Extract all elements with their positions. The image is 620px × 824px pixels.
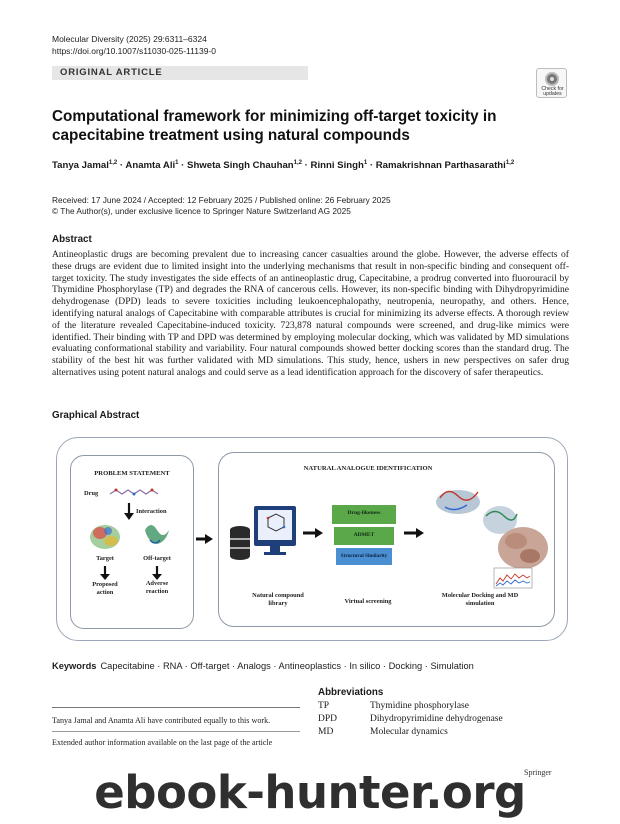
abbreviations-heading: Abbreviations xyxy=(318,687,384,698)
watermark-text: ebook-hunter.org xyxy=(94,766,526,819)
virtual-screening-label: Virtual screening xyxy=(344,598,392,605)
author-name[interactable]: Ramakrishnan Parthasarathi xyxy=(375,160,506,172)
author-separator: · xyxy=(302,160,311,172)
funnel-drug-likeness: Drug-likeness xyxy=(347,510,381,516)
monitor-icon xyxy=(254,506,296,555)
md-simulation-plot-icon xyxy=(494,568,532,588)
natural-analogue-title: NATURAL ANALOGUE IDENTIFICATION xyxy=(303,465,433,472)
publisher-logo: Springer xyxy=(524,768,552,777)
screening-arrow-out xyxy=(404,528,424,538)
adverse-reaction-label: Adverse reaction xyxy=(145,580,169,595)
equal-contribution-footnote: Tanya Jamal and Anamta Ali have contributed equally to this work. xyxy=(52,716,271,725)
abbreviation-row xyxy=(318,727,448,737)
off-target-protein-icon xyxy=(145,525,169,544)
target-result-arrow xyxy=(100,566,110,580)
drug-label: Drug xyxy=(84,490,99,497)
docking-protein-icon xyxy=(436,490,517,534)
keywords-list: Capecitabine · RNA · Off-target · Analogs · Antineoplastics · In silico · Docking · Simulation xyxy=(100,661,474,671)
keywords-line xyxy=(52,661,572,671)
keywords-label: Keywords xyxy=(52,661,97,671)
off-target-result-arrow xyxy=(152,566,162,580)
docking-simulation-label: Molecular Docking and MD simulation xyxy=(441,592,519,607)
protein-surface-icon xyxy=(498,527,548,569)
author-name[interactable]: Rinni Singh xyxy=(310,160,364,172)
interaction-arrow xyxy=(124,503,134,520)
author-affiliation: 1,2 xyxy=(505,160,515,166)
doi-link[interactable]: https://doi.org/10.1007/s11030-025-11139-0 xyxy=(52,46,216,56)
author-name[interactable]: Tanya Jamal xyxy=(52,160,109,172)
footnote-divider xyxy=(52,731,300,732)
abstract-body: Antineoplastic drugs are becoming prevalent due to increasing cancer casualties around the globe. However, the adverse effects of these drugs are evident due to limited insight into the underlying mechanisms that result in non-specific binding and consequent off-target toxicity. The study investigates the side effects of an antineoplastic drug, Capecitabine, a prodrug converted into fluorouracil by Thymidine Phosphorylase (TP) and degrades the RNA of cancerous cells. However, its non-specific binding with Dihydropyrimidine dehydrogenase (DPD) leads to severe toxicities including leukoencephalopathy, neutropenia, neuropathy, and others. Hence, identifying natural analogs of Capecitabine with comparable attributes is crucial for minimizing its adverse effects. A thorough review of the literature revealed Capecitabine-induced toxicity. 723,878 natural compounds were screened, and drug-like mimics were identified. Their binding with TP and DPD was determined by employing molecular docking, which was validated by MD simulations evaluating conformational stability and variability. Four natural compounds showed better docking scores than the standard drug. The stability of the best hit was further validated with MD simulations. This study, hence, ushers in new perspectives on safer drug alternatives using potent natural analogs and could serve as a lead identification approach for the discovery of safer therapeutics. xyxy=(52,249,569,378)
abbreviation-definition: Molecular dynamics xyxy=(370,727,448,737)
abbreviation-definition: Dihydropyrimidine dehydrogenase xyxy=(370,714,503,724)
author-name[interactable]: Shweta Singh Chauhan xyxy=(187,160,294,172)
problem-statement-title: PROBLEM STATEMENT xyxy=(94,470,170,477)
footnote-divider xyxy=(52,707,300,708)
natural-library-label: Natural compound library xyxy=(252,592,304,607)
funnel-admet: ADMET xyxy=(353,532,375,538)
author-info-footnote: Extended author information available on the last page of the article xyxy=(52,738,273,747)
abstract-heading: Abstract xyxy=(52,234,92,245)
drug-molecule-icon xyxy=(110,489,158,496)
target-label: Target xyxy=(96,555,114,562)
abbreviation-row xyxy=(318,714,503,724)
panel-connector-arrow xyxy=(196,534,213,544)
abbreviation-term: MD xyxy=(318,727,334,737)
author-name[interactable]: Anamta Ali xyxy=(125,160,176,172)
author-affiliation: 1,2 xyxy=(108,160,118,166)
screening-arrow-in xyxy=(303,528,323,538)
journal-citation: Molecular Diversity (2025) 29:6311–6324 xyxy=(52,34,207,44)
abbreviation-definition: Thymidine phosphorylase xyxy=(370,701,469,711)
abbreviation-row xyxy=(318,701,469,711)
author-separator: · xyxy=(117,160,126,172)
abbreviation-term: DPD xyxy=(318,714,338,724)
proposed-action-label: Proposed action xyxy=(92,581,118,596)
off-target-label: Off-target xyxy=(143,555,171,562)
funnel-structural-similarity: Structural Similarity xyxy=(340,553,388,559)
interaction-label: Interaction xyxy=(136,508,167,515)
author-separator: · xyxy=(178,160,188,172)
check-for-updates-label: Check for updates xyxy=(541,86,564,98)
target-protein-icon xyxy=(90,525,120,549)
author-affiliation: 1 xyxy=(363,160,368,166)
article-type: ORIGINAL ARTICLE xyxy=(60,67,163,78)
graphical-abstract-heading: Graphical Abstract xyxy=(52,410,140,421)
abbreviation-term: TP xyxy=(318,701,330,711)
database-icon xyxy=(230,526,250,560)
author-affiliation: 1 xyxy=(175,160,179,166)
article-title: Computational framework for minimizing off-target toxicity in capecitabine treatment using natural compounds xyxy=(52,108,497,144)
article-dates: Received: 17 June 2024 / Accepted: 12 February 2025 / Published online: 26 February 2025 xyxy=(52,195,391,205)
copyright-notice: © The Author(s), under exclusive licence to Springer Nature Switzerland AG 2025 xyxy=(52,206,351,216)
author-affiliation: 1,2 xyxy=(293,160,302,166)
author-separator: · xyxy=(367,160,376,172)
